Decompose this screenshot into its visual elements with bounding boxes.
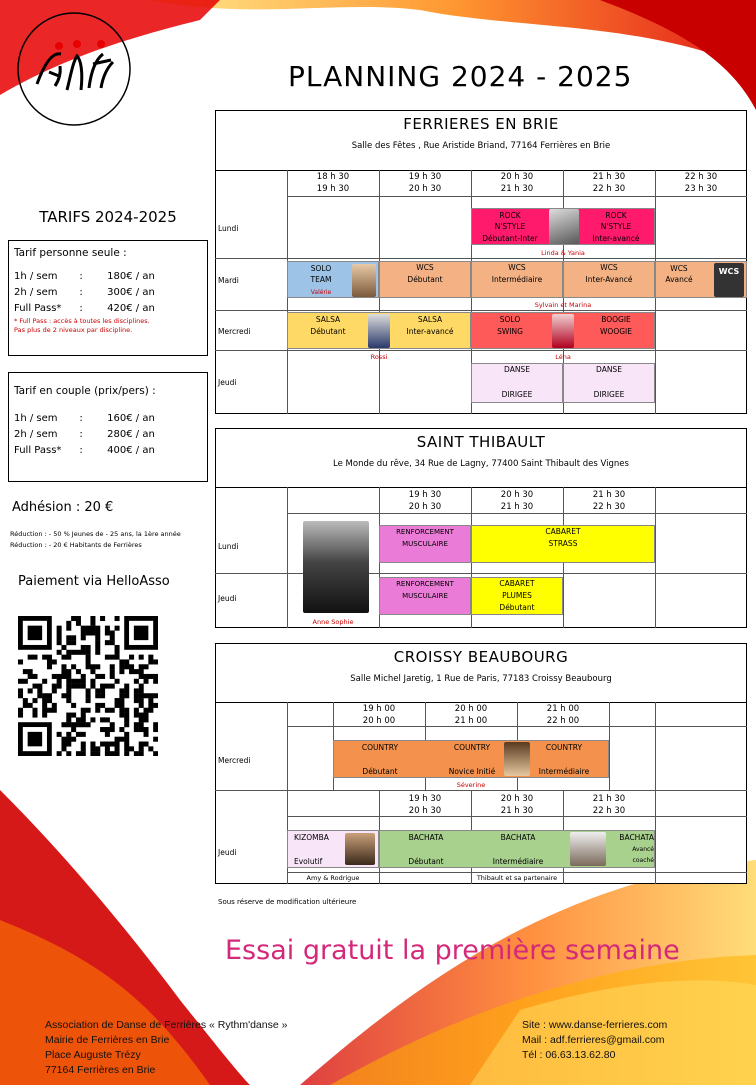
time-slot: 21 h 30 22 h 30 xyxy=(592,490,626,512)
course-wcs-debutant[interactable]: WCS Débutant xyxy=(379,261,471,298)
tarif-couple-box xyxy=(8,372,208,482)
time-slot: 20 h 30 21 h 30 xyxy=(500,490,534,512)
course-wcs-intermediaire[interactable]: WCS Intermédiaire xyxy=(471,261,563,298)
teacher-name: Sylvain et Marina xyxy=(534,301,592,309)
tarif-row: Full Pass* : 420€ / an xyxy=(14,303,155,314)
time-slot: 21 h 30 22 h 30 xyxy=(592,794,626,816)
tarif-row: 1h / sem : 160€ / an xyxy=(14,413,155,424)
wcs-logo: WCS xyxy=(714,263,744,297)
time-slot: 22 h 30 23 h 30 xyxy=(684,172,718,194)
course-kizomba[interactable]: KIZOMBA Evolutif xyxy=(287,830,379,868)
teacher-photo xyxy=(352,264,376,297)
teacher-photo xyxy=(303,521,369,613)
course-bachata[interactable]: BACHATA Débutant BACHATA Intermédiaire BACHATA Avancé coaché xyxy=(379,830,655,868)
teacher-photo xyxy=(368,314,390,348)
ferrieres-grid xyxy=(215,170,747,414)
teacher-name: Thibault et sa partenaire xyxy=(476,874,558,882)
day-label: Mercredi xyxy=(218,327,251,336)
phone: Tél : 06.63.13.62.80 xyxy=(522,1049,616,1061)
time-slot: 19 h 30 20 h 30 xyxy=(408,490,442,512)
course-country[interactable]: COUNTRY Débutant COUNTRY Novice Initié COUNTRY Intermédiaire xyxy=(333,740,609,778)
disclaimer: Sous réserve de modification ultérieure xyxy=(218,898,357,906)
day-label: Mardi xyxy=(218,276,239,285)
tarif-single-heading: Tarif personne seule : xyxy=(14,247,127,259)
reduction-line: Réduction : - 50 % Jeunes de - 25 ans, la 1ère année xyxy=(10,530,181,538)
time-slot: 19 h 30 20 h 30 xyxy=(408,794,442,816)
tarif-couple-heading: Tarif en couple (prix/pers) : xyxy=(14,385,156,397)
course-renforcement[interactable]: RENFORCEMENT MUSCULAIRE xyxy=(379,577,471,615)
venue-address: Salle Michel Jaretig, 1 Rue de Paris, 77183 Croissy Beaubourg xyxy=(350,674,612,684)
footer-address: Association de Danse de Ferrières « Rythm'danse » Mairie de Ferrières en Brie Place Auguste Trézy 77164 Ferrières en Brie xyxy=(45,1019,288,1076)
teacher-photo xyxy=(345,833,375,865)
teacher-photo xyxy=(570,832,606,866)
association-logo xyxy=(15,10,133,128)
teacher-name: Séverine xyxy=(456,781,486,789)
tarifs-title: TARIFS 2024-2025 xyxy=(39,208,177,226)
tarif-single-box xyxy=(8,240,208,356)
teacher-photo xyxy=(504,742,530,776)
teacher-name: Rossi xyxy=(370,353,388,361)
time-slot: 20 h 00 21 h 00 xyxy=(454,704,488,726)
mail-link[interactable]: Mail : adf.ferrieres@gmail.com xyxy=(522,1034,665,1046)
course-danse-dirigee[interactable]: DANSE DIRIGEE xyxy=(471,363,563,403)
course-salsa[interactable]: SALSA Débutant SALSA Inter-avancé xyxy=(287,312,471,349)
day-label: Mercredi xyxy=(218,756,251,765)
tarif-row: Full Pass* : 400€ / an xyxy=(14,445,155,456)
venue-name: SAINT THIBAULT xyxy=(416,433,546,451)
page-title: PLANNING 2024 - 2025 xyxy=(288,60,633,93)
tarif-note: Pas plus de 2 niveaux par discipline. xyxy=(14,326,133,334)
qr-code-icon[interactable] xyxy=(18,616,158,756)
teacher-name: Amy & Rodrigue xyxy=(306,874,360,882)
thibault-grid xyxy=(215,487,747,628)
teacher-photo xyxy=(552,314,574,348)
tarif-row: 1h / sem : 180€ / an xyxy=(14,271,155,282)
day-label: Lundi xyxy=(218,224,239,233)
teacher-name: Anne Sophie xyxy=(312,618,354,626)
venue-address: Salle des Fêtes , Rue Aristide Briand, 77164 Ferrières en Brie xyxy=(351,141,611,151)
course-solo-team[interactable]: SOLO TEAM Valérie xyxy=(287,261,379,298)
tarif-row: 2h / sem : 280€ / an xyxy=(14,429,155,440)
adhesion: Adhésion : 20 € xyxy=(12,500,114,515)
day-label: Lundi xyxy=(218,542,239,551)
site-link[interactable]: Site : www.danse-ferrieres.com xyxy=(522,1019,668,1031)
footer-contact xyxy=(522,1018,667,1063)
time-slot: 20 h 30 21 h 30 xyxy=(500,794,534,816)
teacher-name: Linda & Yania xyxy=(541,249,585,257)
course-danse-dirigee[interactable]: DANSE DIRIGEE xyxy=(563,363,655,403)
course-solo-swing-boogie[interactable]: SOLO SWING BOOGIE WOOGIE xyxy=(471,312,655,349)
time-slot: 18 h 30 19 h 30 xyxy=(316,172,350,194)
course-cabaret-strass[interactable]: CABARET STRASS xyxy=(471,525,655,563)
course-cabaret-plumes[interactable]: CABARET PLUMES Débutant xyxy=(471,577,563,615)
teacher-name: Léna xyxy=(555,353,571,361)
venue-address: Le Monde du rêve, 34 Rue de Lagny, 77400 Saint Thibault des Vignes xyxy=(333,459,629,469)
time-slot: 21 h 00 22 h 00 xyxy=(546,704,580,726)
time-slot: 19 h 00 20 h 00 xyxy=(362,704,396,726)
croissy-grid xyxy=(215,702,747,884)
day-label: Jeudi xyxy=(218,848,237,857)
course-wcs-inter-avance[interactable]: WCS Inter-Avancé xyxy=(563,261,655,298)
course-renforcement[interactable]: RENFORCEMENT MUSCULAIRE xyxy=(379,525,471,563)
tarif-row: 2h / sem : 300€ / an xyxy=(14,287,155,298)
day-label: Jeudi xyxy=(218,594,237,603)
time-slot: 21 h 30 22 h 30 xyxy=(592,172,626,194)
time-slot: 20 h 30 21 h 30 xyxy=(500,172,534,194)
reduction-line: Réduction : - 20 € Habitants de Ferrières xyxy=(10,541,142,549)
payment-label: Paiement via HelloAsso xyxy=(18,574,170,589)
venue-name: CROISSY BEAUBOURG xyxy=(393,648,569,666)
time-slot: 19 h 30 20 h 30 xyxy=(408,172,442,194)
venue-name: FERRIERES EN BRIE xyxy=(403,115,559,133)
dancers-photo xyxy=(549,209,579,245)
day-label: Jeudi xyxy=(218,378,237,387)
course-rock-nstyle[interactable]: ROCK N'STYLE Débutant-Inter ROCK N'STYLE Inter-avancé xyxy=(471,208,655,245)
tarif-note: * Full Pass : accès à toutes les disciplines. xyxy=(14,317,150,325)
slogan: Essai gratuit la première semaine xyxy=(225,935,680,966)
course-wcs-avance[interactable]: WCS Avancé WCS xyxy=(655,261,747,298)
